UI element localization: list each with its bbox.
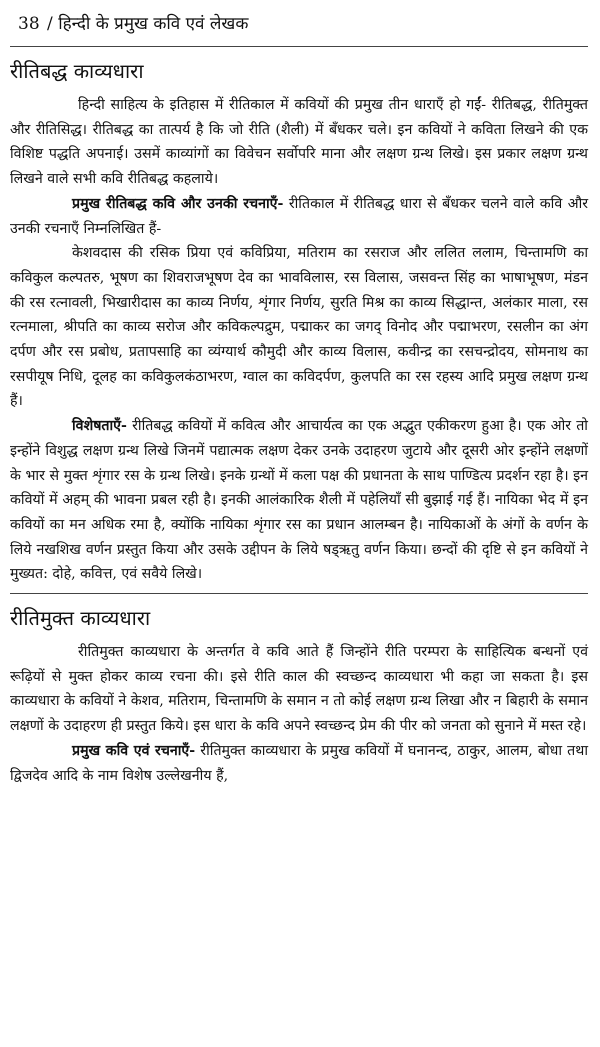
header-separator: / xyxy=(47,14,53,34)
book-title: हिन्दी के प्रमुख कवि एवं लेखक xyxy=(58,14,249,34)
header-rule xyxy=(10,46,588,47)
paragraph-text: रीतिमुक्त काव्यधारा के प्रमुख कवियों में घनानन्द, ठाकुर, आलम, बोधा तथा द्विजदेव आदि के नाम विशेष उल्लेखनीय हैं, xyxy=(10,742,588,784)
paragraph-text: हिन्दी साहित्य के इतिहास में रीतिकाल में कवियों की प्रमुख तीन धाराएँ हो गईं- रीतिबद्ध, रीतिमुक्त और रीतिसिद्ध। रीतिबद्ध का तात्पर्य है कि जो रीति (शैली) में बँधकर चले। इन कवियों ने कविता लिखने की एक विशिष्ट पद्धति अपनाई। उसमें काव्यांगों का विवेचन सर्वोपरि माना और लक्षण ग्रन्थ लिखे। इस प्रकार लक्षण ग्रन्थ लिखने वाले सभी कवि रीतिबद्ध कहलाये। xyxy=(10,97,588,188)
paragraph xyxy=(10,241,588,414)
paragraph-lead: प्रमुख रीतिबद्ध कवि और उनकी रचनाएँ- xyxy=(72,195,284,212)
paragraph xyxy=(10,192,588,241)
paragraph-text: रीतिकाल में रीतिबद्ध धारा से बँधकर चलने वाले कवि और उनकी रचनाएँ निम्नलिखित हैं- xyxy=(10,195,589,237)
paragraph-text: रीतिमुक्त काव्यधारा के अन्तर्गत वे कवि आते हैं जिन्होंने रीति परम्परा के साहित्यिक बन्धनों एवं रूढ़ियों से मुक्त होकर काव्य रचना की। इसे रीति काल की स्वच्छन्द काव्यधारा भी कहा जा सकता है। इस काव्यधारा के कवियों ने केशव, मतिराम, चिन्तामणि के समान न तो कोई लक्षण ग्रन्थ लिखा और न बिहारी के समान लक्षणों के उदाहरण ही प्रस्तुत किये। इस धारा के कवि अपने स्वच्छन्द प्रेम की पीर को जनता को सुनाने में मस्त रहे। xyxy=(10,644,588,735)
running-header xyxy=(18,10,588,38)
paragraph xyxy=(10,414,588,587)
page-number: 38 xyxy=(18,14,40,34)
section-rule xyxy=(10,593,588,594)
section-heading-ritimukt: रीतिमुक्त काव्यधारा xyxy=(10,606,151,631)
paragraph-text: रीतिबद्ध कवियों में कवित्व और आचार्यत्व का एक अद्भुत एकीकरण हुआ है। एक ओर तो इन्होंने विशुद्ध लक्षण ग्रन्थ लिखे जिनमें पद्यात्मक लक्षण देकर उनके उदाहरण जुटाये और दूसरी ओर इन्होंने लक्षणों के भार से मुक्त शृंगार रस के ग्रन्थ लिखे। इनके ग्रन्थों में कला पक्ष की प्रधानता के साथ पाण्डित्य प्रदर्शन रहा है। इन कवियों में अहम् की भावना प्रबल रही है। इनकी आलंकारिक शैली में पहेलियाँ सी बुझाई गई हैं। नायिका भेद में इन कवियों का मन अधिक रमा है, क्योंकि नायिका शृंगार रस का प्रधान आलम्बन है। नायिकाओं के अंगों के वर्णन के लिये नखशिख वर्णन प्रस्तुत किया और उसके उद्दीपन के लिये षड्ऋतु वर्णन किया। छन्दों की दृष्टि से इन कवियों ने मुख्यत: दोहे, कवित्त, एवं सवैये लिखे। xyxy=(10,418,588,583)
paragraph-lead: प्रमुख कवि एवं रचनाएँ- xyxy=(72,742,196,759)
paragraph xyxy=(10,93,588,192)
paragraph-lead: विशेषताएँ- xyxy=(72,418,127,435)
paragraph-text: केशवदास की रसिक प्रिया एवं कविप्रिया, मतिराम का रसराज और ललित ललाम, चिन्तामणि का कविकुल कल्पतरु, भूषण का शिवराजभूषण देव का भावविलास, रस विलास, जसवन्त सिंह का भाषाभूषण, मंडन की रस रत्नावली, भिखारीदास का काव्य निर्णय, शृंगार निर्णय, सुरति मिश्र का काव्य सिद्धान्त, अलंकार माला, रस रत्नमाला, श्रीपति का काव्य सरोज और कविकल्पद्रुम, पद्माकर का जगद् विनोद और पद्माभरण, रसलीन का अंग दर्पण और रस प्रबोध, प्रतापसाहि का व्यंग्यार्थ कौमुदी और काव्य विलास, कवीन्द्र का रसचन्द्रोदय, सोमनाथ का रसपीयूष निधि, दूलह का कविकुलकंठाभरण, ग्वाल का कविदर्पण, कुलपति का रस रहस्य आदि प्रमुख लक्षण ग्रन्थ हैं। xyxy=(10,245,588,410)
paragraph xyxy=(10,640,588,739)
section-heading-ritibaddh: रीतिबद्ध काव्यधारा xyxy=(10,59,144,83)
paragraph xyxy=(10,739,588,788)
